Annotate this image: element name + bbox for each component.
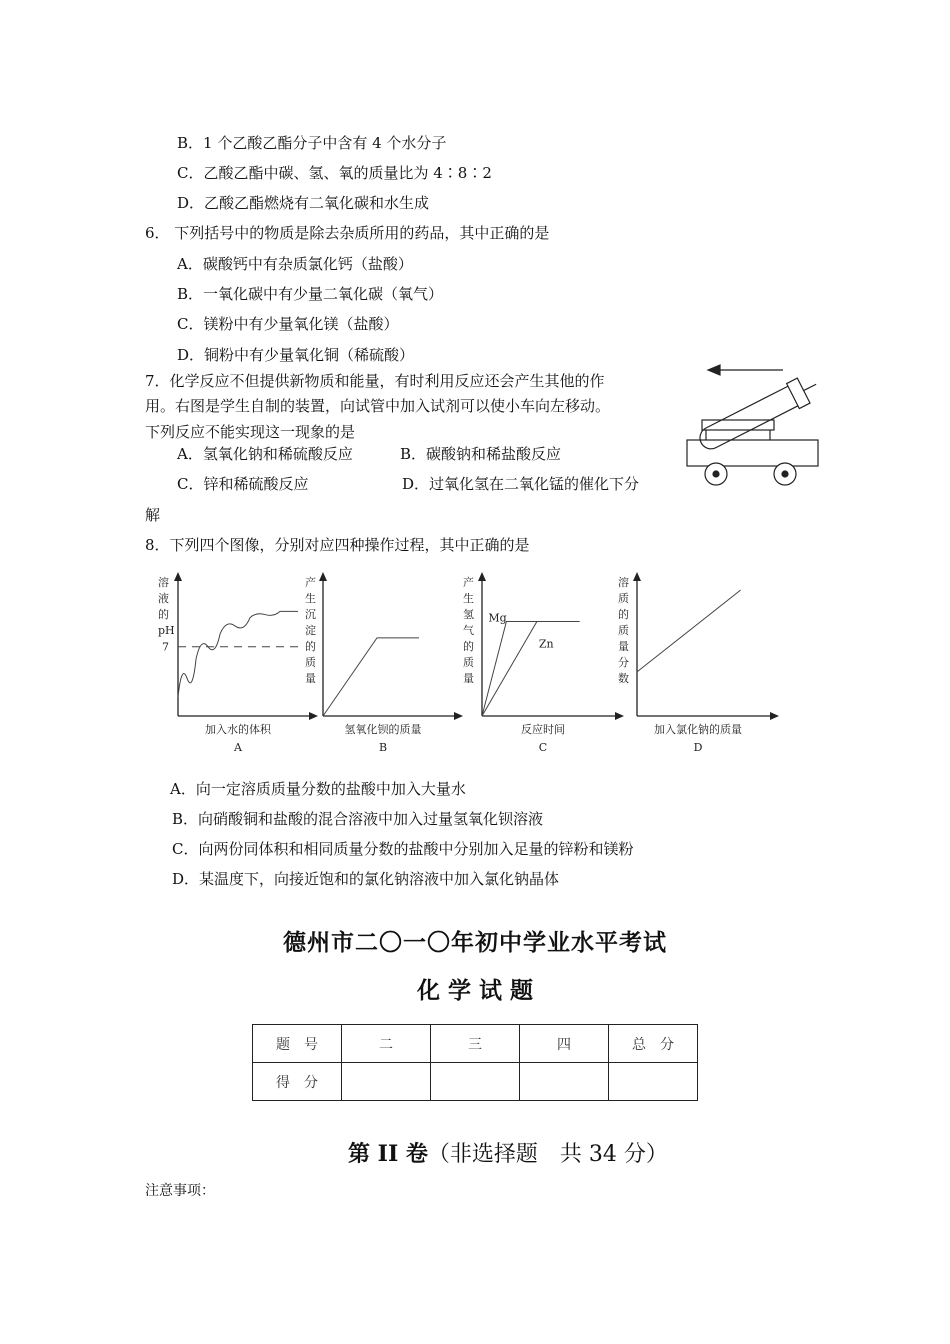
score-blank-cell[interactable] [431,1063,520,1101]
notes-label: 注意事项： [145,1183,215,1199]
y-axis-label: 数 [618,672,629,685]
exam-title: 德州市二〇一〇年初中学业水平考试 [283,930,667,956]
score-table-cell: 得 分 [253,1063,342,1101]
q8-option-b: B．向硝酸铜和盐酸的混合溶液中加入过量氢氧化钡溶液 [172,810,544,828]
q8-charts [150,568,780,768]
q6-option-d: D．铜粉中有少量氧化铜（稀硫酸） [177,346,415,364]
q8-option-c: C．向两份同体积和相同质量分数的盐酸中分别加入足量的锌粉和镁粉 [172,840,634,858]
y-axis-label: pH [158,624,175,637]
q6-option-a: A．碳酸钙中有杂质氯化钙（盐酸） [177,255,413,273]
y-axis-label: 质 [618,592,629,605]
x-axis-arrow [454,712,463,720]
test-tube-icon [695,372,823,456]
y-axis-label: 产 [463,576,474,589]
y-axis-label: 量 [305,672,316,685]
y-axis-arrow [633,572,641,581]
panel-letter: D [693,741,703,754]
x-axis-arrow [770,712,779,720]
y-axis-label: 液 [158,592,169,605]
q7-stem-line3: 下列反应不能实现这一现象的是 [145,423,356,441]
score-blank-cell[interactable] [520,1063,609,1101]
y-axis-arrow [174,572,182,581]
score-table-cell: 三 [431,1025,520,1063]
q8-option-a: A．向一定溶质质量分数的盐酸中加入大量水 [170,780,466,798]
q7-option-a: A．氢氧化钠和稀硫酸反应 [177,445,353,463]
x-axis-arrow [615,712,624,720]
x-axis-arrow [309,712,318,720]
y-axis-label: 质 [618,624,629,637]
q6-option-c: C．镁粉中有少量氧化镁（盐酸） [177,315,399,333]
score-table [252,1024,698,1101]
y-axis-label: 溶 [158,576,169,589]
score-table-cell: 总 分 [609,1025,698,1063]
y-axis-label: 淀 [305,624,316,637]
q8-option-d: D．某温度下，向接近饱和的氯化钠溶液中加入氯化钠晶体 [172,870,560,888]
exam-subtitle: 化 学 试 题 [416,978,534,1004]
y-axis-label: 量 [463,672,474,685]
x-axis-label: 氢氧化钡的质量 [344,723,422,736]
q5-option-d: D．乙酸乙酯燃烧有二氧化碳和水生成 [177,194,430,212]
panel-letter: B [378,741,388,754]
panel-letter: A [234,741,242,754]
q5-option-b: B．1 个乙酸乙酯分子中含有 4 个水分子 [177,134,447,152]
x-axis-label: 加入氯化钠的质量 [654,723,742,736]
q6-option-b: B．一氧化碳中有少量二氧化碳（氧气） [177,285,444,303]
score-table-cell: 二 [342,1025,431,1063]
y-axis-arrow [478,572,486,581]
y-axis-label: 产 [305,576,316,589]
y-axis-label: 量 [618,640,629,653]
q7-option-d: D．过氧化氢在二氧化锰的催化下分 [402,475,640,493]
x-axis-label: 反应时间 [521,723,565,736]
arrowhead-icon [708,365,720,375]
cart-body-icon [687,440,818,466]
series-line [178,611,298,697]
q6-stem: 6． 下列括号中的物质是除去杂质所用的药品，其中正确的是 [145,224,550,242]
score-table-header-row [253,1025,698,1063]
y-tick-label: 7 [162,640,169,654]
series-line [482,622,580,717]
y-axis-label: 生 [305,592,316,605]
section-title-rest: （非选择题 共 34 分） [427,1142,668,1167]
series-line [637,590,741,672]
q7-option-c: C．锌和稀硫酸反应 [177,475,309,493]
cart-device-figure [680,358,825,490]
series-label: Zn [538,637,554,651]
section-title [348,1137,668,1168]
y-axis-label: 分 [618,656,629,669]
y-axis-label: 气 [463,624,474,637]
q7-stem-line2: 用。右图是学生自制的装置，向试管中加入试剂可以使小车向左移动。 [145,397,611,415]
score-blank-cell[interactable] [609,1063,698,1101]
section-title-bold: 第 II 卷 [348,1141,428,1167]
series-line [482,622,580,717]
q7-stem-line1: 7．化学反应不但提供新物质和能量，有时利用反应还会产生其他的作 [145,372,605,390]
q5-option-c: C．乙酸乙酯中碳、氢、氧的质量比为 4∶8∶2 [177,164,492,182]
y-axis-label: 氢 [463,608,474,621]
series-line [323,638,419,716]
y-axis-label: 的 [463,640,474,653]
y-axis-label: 沉 [305,608,316,621]
y-axis-label: 的 [618,608,629,621]
y-axis-label: 溶 [618,576,629,589]
y-axis-label: 质 [463,656,474,669]
panel-letter: C [538,741,548,754]
q8-stem: 8．下列四个图像，分别对应四种操作过程，其中正确的是 [145,536,530,554]
y-axis-label: 生 [463,592,474,605]
score-table-cell: 四 [520,1025,609,1063]
y-axis-label: 质 [305,656,316,669]
y-axis-arrow [319,572,327,581]
y-axis-label: 的 [305,640,316,653]
score-blank-cell[interactable] [342,1063,431,1101]
score-table-cell: 题 号 [253,1025,342,1063]
series-label: Mg [488,611,507,625]
q7-option-d-continuation: 解 [145,506,161,524]
score-table-score-row [253,1063,698,1101]
x-axis-label: 加入水的体积 [205,723,271,736]
q7-option-b: B．碳酸钠和稀盐酸反应 [400,445,562,463]
y-axis-label: 的 [158,608,169,621]
